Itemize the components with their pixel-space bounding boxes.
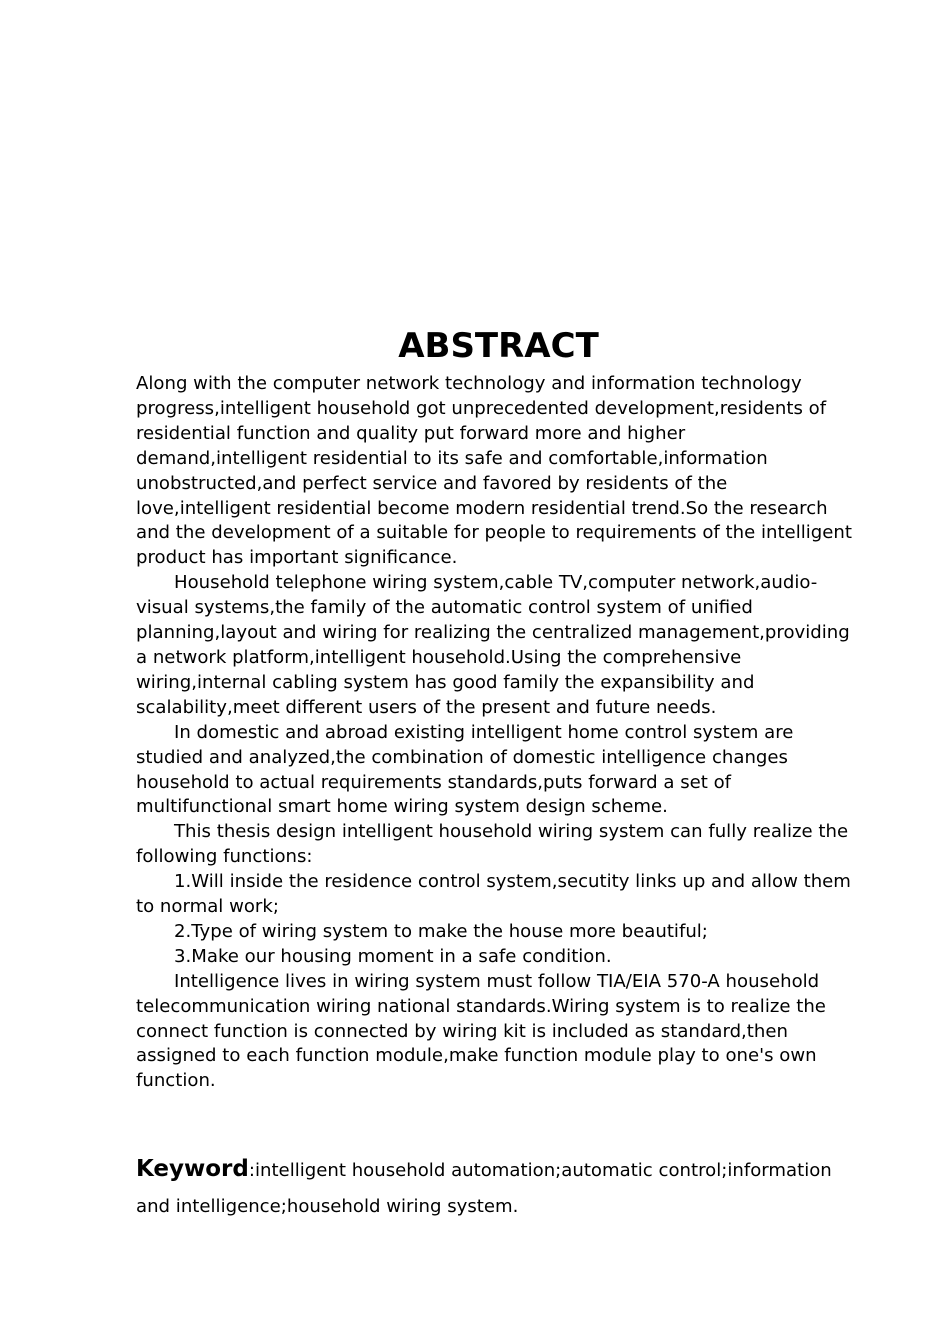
paragraph-intro: Along with the computer network technology and information technology progress,intelligent household got unprecedented development,residents of residential function and quality put forward more and higher demand,intelligent residential to its safe and comfortable,information unobstructed,and perfect service and favored by residents of the love,intelligent residential become modern residential trend.So the research and the development of a suitable for people to requirements of the intelligent product has important significance. [136,373,852,569]
list-item-function-1: 1.Will inside the residence control system,secutity links up and allow them to normal work; [136,871,851,918]
abstract-title: ABSTRACT [398,326,599,366]
paragraph-wiring-overview: Household telephone wiring system,cable TV,computer network,audio-visual systems,the family of the automatic control system of unified planning,layout and wiring for realizing the centralized management,providing a network platform,intelligent household.Using the comprehensive wiring,internal cabling system has good family the expansibility and scalability,meet different users of the present and future needs. [136,572,850,718]
paragraph-standards: Intelligence lives in wiring system must follow TIA/EIA 570-A household telecommunication wiring national standards.Wiring system is to realize the connect function is connected by wiring kit is included as standard,then assigned to each function module,make function module play to one's own function. [136,970,826,1092]
paragraph-research-scheme: In domestic and abroad existing intelligent home control system are studied and analyzed,the combination of domestic intelligence changes household to actual requirements standards,puts forward a set of multifunctional smart home wiring system design scheme. [136,721,794,818]
keywords-section [136,1151,858,1225]
abstract-body [136,372,858,1094]
list-item-function-3: 3.Make our housing moment in a safe condition. [174,945,612,967]
list-item-function-2: 2.Type of wiring system to make the house more beautiful; [174,920,708,942]
paragraph-functions-intro: This thesis design intelligent household wiring system can fully realize the following functions: [136,821,849,868]
keywords-label: Keyword [136,1156,249,1182]
keywords-text: :intelligent household automation;automatic control;information and intelligence;household wiring system. [136,1160,832,1217]
